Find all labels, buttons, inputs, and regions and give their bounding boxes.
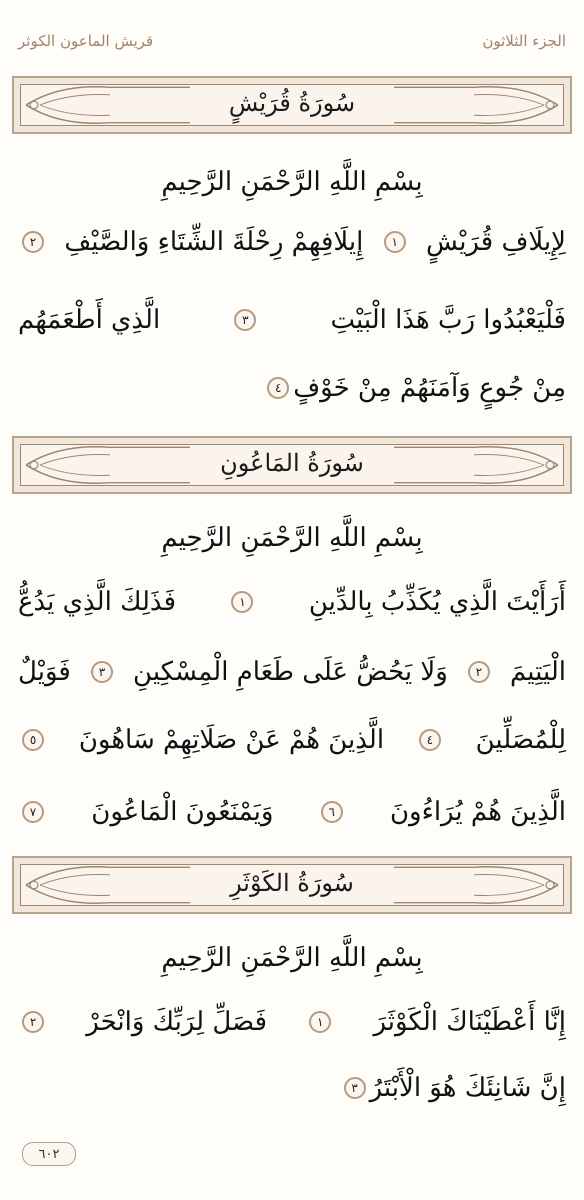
ayah-number-marker: ٧ — [22, 801, 44, 823]
surah-header-quraysh — [12, 76, 572, 134]
ayah-number-marker: ٣ — [91, 661, 113, 683]
ayah-number-marker: ١ — [309, 1011, 331, 1033]
verse-text: مِنْ جُوعٍ وَآمَنَهُمْ مِنْ خَوْفٍ — [293, 373, 566, 403]
juz-label: الجزء الثلاثون — [482, 32, 566, 50]
verse-text: لِإِيلَافِ قُرَيْشٍ — [426, 227, 566, 257]
surah-header-kawthar — [12, 856, 572, 914]
ayah-number-marker: ٤ — [419, 729, 441, 751]
verse-text: فَوَيْلٌ — [18, 657, 71, 687]
ayah-number-marker: ٥ — [22, 729, 44, 751]
ayah-number-marker: ٣ — [344, 1077, 366, 1099]
surah-title: سُورَةُ قُرَيْشٍ — [228, 89, 356, 117]
basmala-text: بِسْمِ اللَّهِ الرَّحْمَنِ الرَّحِيمِ — [161, 523, 423, 553]
surah-title-box — [197, 443, 387, 483]
ornament-right-icon — [384, 438, 564, 492]
verse-text: الَّذِي أَطْعَمَهُم — [18, 305, 161, 335]
ayah-number-marker: ٢ — [22, 1011, 44, 1033]
ayah-number-marker: ٢ — [468, 661, 490, 683]
ayah-number-marker: ٢ — [22, 231, 44, 253]
verse-line — [18, 582, 566, 622]
verse-text: إِيلَافِهِمْ رِحْلَةَ الشِّتَاءِ وَالصَّيْفِ — [64, 227, 364, 257]
basmala — [18, 518, 566, 558]
ornament-right-icon — [384, 858, 564, 912]
surah-title: سُورَةُ الكَوْثَرِ — [230, 869, 354, 897]
verse-line — [18, 1002, 566, 1042]
verse-text: فَلْيَعْبُدُوا رَبَّ هَذَا الْبَيْتِ — [330, 305, 566, 335]
ornament-left-icon — [20, 858, 200, 912]
basmala — [18, 938, 566, 978]
verse-text: الَّذِينَ هُمْ يُرَاءُونَ — [389, 797, 566, 827]
verse-text: إِنَّا أَعْطَيْنَاكَ الْكَوْثَرَ — [373, 1007, 566, 1037]
verse-text: وَلَا يَحُضُّ عَلَى طَعَامِ الْمِسْكِينِ — [133, 657, 448, 687]
ornament-right-icon — [384, 78, 564, 132]
ayah-number-marker: ٣ — [234, 309, 256, 331]
verse-text: الَّذِينَ هُمْ عَنْ صَلَاتِهِمْ سَاهُونَ — [78, 725, 385, 755]
verse-text: فَذَلِكَ الَّذِي يَدُعُّ — [18, 587, 176, 617]
surah-header-maun — [12, 436, 572, 494]
page-number: ٦٠٢ — [38, 1146, 60, 1162]
ayah-number-marker: ١ — [231, 591, 253, 613]
verse-line — [18, 720, 566, 760]
basmala-text: بِسْمِ اللَّهِ الرَّحْمَنِ الرَّحِيمِ — [161, 167, 423, 197]
verse-line — [18, 368, 566, 408]
verse-line — [18, 1068, 566, 1108]
verse-text: لِلْمُصَلِّينَ — [475, 725, 566, 755]
page-header — [0, 0, 584, 70]
surah-title: سُورَةُ المَاعُونِ — [220, 449, 364, 477]
verse-text: أَرَأَيْتَ الَّذِي يُكَذِّبُ بِالدِّينِ — [308, 587, 566, 617]
verse-line — [18, 300, 566, 340]
verse-text: إِنَّ شَانِئَكَ هُوَ الْأَبْتَرُ — [369, 1073, 566, 1103]
ayah-number-marker: ٤ — [267, 377, 289, 399]
page-number-badge — [22, 1142, 76, 1166]
verse-line — [18, 792, 566, 832]
ayah-number-marker: ١ — [384, 231, 406, 253]
surah-names-label: قريش الماعون الكوثر — [18, 32, 154, 50]
verse-text: فَصَلِّ لِرَبِّكَ وَانْحَرْ — [86, 1007, 268, 1037]
ayah-number-marker: ٦ — [321, 801, 343, 823]
surah-title-box — [197, 83, 387, 123]
surah-title-box — [197, 863, 387, 903]
verse-text: الْيَتِيمَ — [510, 657, 566, 687]
basmala — [18, 162, 566, 202]
verse-line — [18, 652, 566, 692]
basmala-text: بِسْمِ اللَّهِ الرَّحْمَنِ الرَّحِيمِ — [161, 943, 423, 973]
ornament-left-icon — [20, 78, 200, 132]
verse-line — [18, 222, 566, 262]
ornament-left-icon — [20, 438, 200, 492]
verse-text: وَيَمْنَعُونَ الْمَاعُونَ — [91, 797, 274, 827]
